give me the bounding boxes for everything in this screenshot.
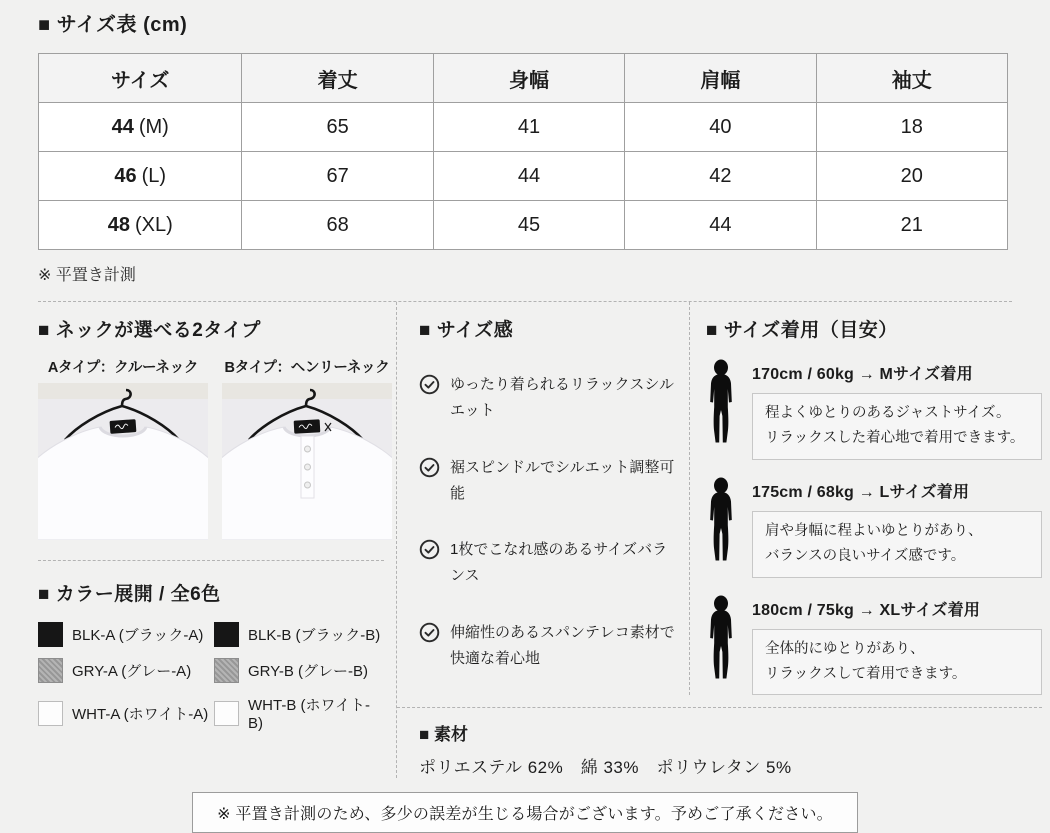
color-option-gry-a bbox=[38, 658, 214, 683]
table-row bbox=[39, 201, 1008, 250]
wear-spec: 180cm / 75kg → XLサイズ着用 bbox=[752, 601, 981, 619]
size-number: 48 bbox=[107, 213, 130, 236]
neck-and-color-column bbox=[38, 302, 396, 778]
disclaimer-note: ※ 平置き計測のため、多少の誤差が生じる場合がございます。予めご了承ください。 bbox=[192, 792, 858, 833]
wear-section-title: ■ サイズ着用（目安） bbox=[706, 320, 898, 341]
value-cell: 65 bbox=[242, 103, 433, 152]
wear-desc-line: リラックスして着用できます。 bbox=[765, 665, 967, 682]
fit-item-line: 裾スピンドルでシルエット調整可能 bbox=[450, 458, 675, 502]
fit-item bbox=[419, 537, 679, 590]
value-cell: 67 bbox=[242, 152, 433, 201]
neck-section-title: ■ ネックが選べる2タイプ bbox=[38, 320, 261, 341]
lower-columns bbox=[38, 302, 1025, 778]
color-option-wht-a bbox=[38, 694, 214, 732]
fit-item bbox=[419, 620, 679, 673]
neck-type-a-label: Aタイプ：クルーネック bbox=[47, 360, 199, 376]
color-swatch-white-icon bbox=[38, 701, 63, 726]
neck-type-b bbox=[222, 356, 392, 540]
value-cell: 20 bbox=[816, 152, 1007, 201]
fit-item bbox=[419, 372, 679, 425]
wear-description-box bbox=[752, 511, 1042, 578]
crew-neck-shirt-photo bbox=[38, 383, 208, 540]
value-cell: 40 bbox=[625, 103, 816, 152]
size-cell bbox=[39, 152, 242, 201]
wear-desc-line: リラックスした着心地で着用できます。 bbox=[765, 430, 1025, 447]
neck-type-b-label: Bタイプ：ヘンリーネック bbox=[224, 360, 390, 376]
value-cell: 18 bbox=[816, 103, 1007, 152]
fit-item-text bbox=[450, 455, 679, 508]
color-option-blk-b bbox=[214, 622, 384, 647]
flat-measure-note: ※ 平置き計測 bbox=[38, 267, 136, 284]
wear-desc-line: 程よくゆとりのあるジャストサイズ。 bbox=[765, 405, 1011, 421]
fit-item-text bbox=[450, 537, 679, 590]
value-cell: 21 bbox=[816, 201, 1007, 250]
fit-item-text bbox=[450, 620, 675, 673]
wear-spec: 170cm / 60kg → Mサイズ着用 bbox=[752, 366, 973, 383]
color-swatch-gray-icon bbox=[214, 658, 239, 683]
check-circle-icon bbox=[419, 457, 440, 478]
material-composition: ポリエステル 62% 綿 33% ポリウレタン 5% bbox=[419, 758, 792, 778]
check-circle-icon bbox=[419, 374, 440, 395]
size-cell bbox=[39, 103, 242, 152]
wear-desc-line: 肩や身幅に程よいゆとりがあり、 bbox=[765, 522, 983, 539]
color-swatch-white-icon bbox=[214, 701, 239, 726]
person-silhouette-icon bbox=[706, 477, 736, 563]
wear-entry-body bbox=[752, 595, 1042, 696]
fit-item-line: ゆったり着られるリラックスシルエット bbox=[450, 376, 675, 420]
person-silhouette-icon bbox=[706, 595, 736, 681]
table-row bbox=[39, 103, 1008, 152]
size-suffix: (XL) bbox=[134, 213, 173, 236]
left-column-divider bbox=[38, 560, 384, 561]
color-option-blk-a bbox=[38, 622, 214, 647]
color-label: GRY-B (グレー-B) bbox=[248, 663, 369, 680]
color-label: WHT-A (ホワイト-A) bbox=[72, 705, 209, 723]
size-table-title: ■ サイズ表 (cm) bbox=[38, 14, 188, 36]
size-table bbox=[38, 53, 1008, 250]
color-label: BLK-B (ブラック-B) bbox=[248, 627, 381, 644]
col-header-shoulder: 肩幅 bbox=[625, 54, 816, 103]
material-title: ■ 素材 bbox=[419, 725, 468, 745]
value-cell: 44 bbox=[625, 201, 816, 250]
col-header-width: 身幅 bbox=[433, 54, 624, 103]
color-option-wht-b bbox=[214, 694, 384, 732]
value-cell: 45 bbox=[433, 201, 624, 250]
color-section-title: ■ カラー展開 / 全6色 bbox=[38, 584, 221, 605]
col-header-size: サイズ bbox=[39, 54, 242, 103]
value-cell: 44 bbox=[433, 152, 624, 201]
person-silhouette-icon bbox=[706, 359, 736, 445]
col-header-sleeve: 袖丈 bbox=[816, 54, 1007, 103]
color-list bbox=[38, 622, 384, 732]
color-label: BLK-A (ブラック-A) bbox=[72, 627, 204, 644]
wear-entry-body bbox=[752, 359, 1042, 460]
check-circle-icon bbox=[419, 622, 440, 643]
table-row bbox=[39, 152, 1008, 201]
wear-entry-xl bbox=[706, 595, 1042, 696]
fit-item-text bbox=[450, 372, 679, 425]
value-cell: 42 bbox=[625, 152, 816, 201]
size-number: 44 bbox=[111, 115, 134, 138]
wear-column bbox=[689, 302, 1042, 695]
color-swatch-black-icon bbox=[38, 622, 63, 647]
size-suffix: (L) bbox=[141, 164, 167, 187]
color-swatch-gray-icon bbox=[38, 658, 63, 683]
henley-neck-shirt-photo bbox=[222, 383, 392, 540]
wear-description-box bbox=[752, 393, 1042, 460]
check-circle-icon bbox=[419, 539, 440, 560]
color-swatch-black-icon bbox=[214, 622, 239, 647]
fit-item bbox=[419, 455, 679, 508]
value-cell: 68 bbox=[242, 201, 433, 250]
neck-type-images bbox=[38, 356, 390, 540]
fit-and-wear-row bbox=[397, 302, 1042, 695]
fit-item-line: 1枚でこなれ感のあるサイズバランス bbox=[450, 541, 668, 585]
fit-column bbox=[397, 302, 689, 695]
material-section bbox=[397, 707, 1042, 778]
color-label: WHT-B (ホワイト-B) bbox=[248, 697, 371, 732]
wear-desc-line: バランスの良いサイズ感です。 bbox=[765, 548, 966, 565]
disclaimer-wrap bbox=[38, 792, 1012, 833]
size-suffix: (M) bbox=[138, 115, 169, 138]
value-cell: 41 bbox=[433, 103, 624, 152]
wear-desc-line: 全体的にゆとりがあり、 bbox=[765, 640, 925, 657]
fit-item-line: 伸縮性のあるスパンテレコ素材で bbox=[450, 623, 675, 641]
wear-spec: 175cm / 68kg → Lサイズ着用 bbox=[752, 483, 970, 501]
size-cell bbox=[39, 201, 242, 250]
fit-section-title: ■ サイズ感 bbox=[419, 320, 514, 341]
size-number: 46 bbox=[114, 164, 137, 187]
col-header-length: 着丈 bbox=[242, 54, 433, 103]
neck-type-a bbox=[38, 356, 208, 540]
color-label: GRY-A (グレー-A) bbox=[72, 663, 192, 680]
size-table-header-row bbox=[39, 54, 1008, 103]
wear-entry-body bbox=[752, 477, 1042, 578]
right-area bbox=[396, 302, 1042, 778]
wear-entry-m bbox=[706, 359, 1042, 460]
wear-entry-l bbox=[706, 477, 1042, 578]
fit-item-line: 快適な着心地 bbox=[450, 649, 541, 667]
wear-description-box bbox=[752, 629, 1042, 696]
color-option-gry-b bbox=[214, 658, 384, 683]
